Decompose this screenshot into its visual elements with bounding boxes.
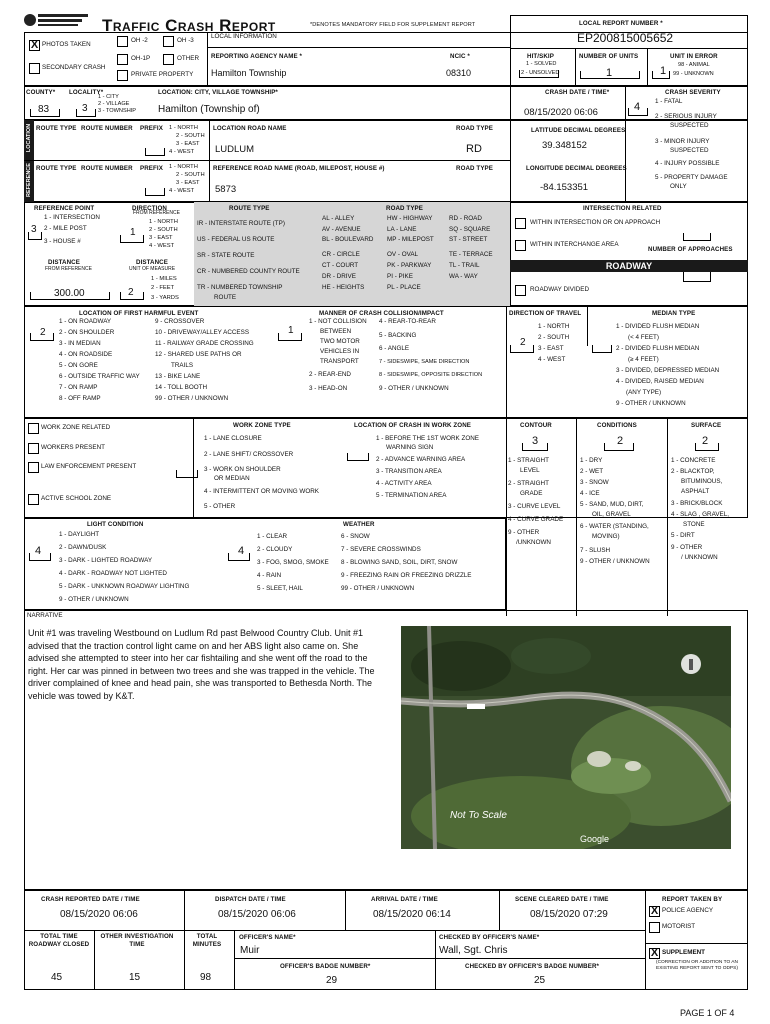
map-credit: Google	[580, 834, 610, 844]
roadway-divided-checkbox[interactable]	[515, 285, 526, 296]
harmful-opt-12b: TRAILS	[171, 362, 194, 369]
county-label: COUNTY*	[26, 89, 56, 96]
loc-prefix-opt-3: 3 - EAST	[176, 141, 200, 147]
manner-opt-1e: TRANSPORT	[320, 358, 359, 365]
route-type-opt-2: US - FEDERAL US ROUTE	[197, 236, 275, 243]
weather-opt-8: 8 - BLOWING SAND, SOIL, DIRT, SNOW	[341, 559, 458, 566]
wz-type-opt-3: 3 - WORK ON SHOULDER	[204, 466, 281, 473]
severity-opt-1: 1 - FATAL	[655, 98, 683, 105]
total-time[interactable]: 45	[51, 972, 63, 983]
harmful-opt-8: 8 - OFF RAMP	[59, 395, 101, 402]
loc-road-name-label: LOCATION ROAD NAME	[213, 125, 287, 132]
light-condition[interactable]: 4	[35, 545, 42, 557]
loc-route-number-label: ROUTE NUMBER	[81, 125, 133, 132]
hitskip-opt-1: 1 - SOLVED	[526, 61, 557, 67]
conditions-opt-2: 2 - WET	[580, 468, 604, 475]
severity[interactable]: 4	[634, 101, 641, 113]
road-type-wa: WA - WAY	[449, 273, 478, 280]
total-minutes[interactable]: 98	[200, 972, 212, 983]
road-type-al: AL - ALLEY	[322, 215, 355, 222]
light-opt-2: 2 - DAWN/DUSK	[59, 544, 107, 551]
road-type-ct: CT - COURT	[322, 262, 359, 269]
motorist-checkbox[interactable]	[649, 922, 660, 933]
road-type-bl: BL - BOULEVARD	[322, 236, 374, 243]
contour-opt-1b: LEVEL	[520, 467, 540, 474]
law-enforcement-label: LAW ENFORCEMENT PRESENT	[41, 463, 137, 470]
route-type-opt-5b: ROUTE	[214, 294, 237, 301]
other-checkbox[interactable]	[163, 54, 174, 65]
ref-prefix-opt-4: 4 - WEST	[169, 188, 195, 194]
unit-error-label: UNIT IN ERROR	[670, 53, 718, 60]
harmful-opt-11: 11 - RAILWAY GRADE CROSSING	[155, 340, 254, 347]
supplement-label: SUPPLEMENT	[662, 949, 706, 956]
manner-opt-4: 4 - REAR-TO-REAR	[379, 318, 436, 325]
loc-road-type-label: ROAD TYPE	[456, 125, 493, 132]
work-zone-related-label: WORK ZONE RELATED	[41, 424, 111, 431]
severity-label: CRASH SEVERITY	[665, 89, 721, 96]
manner-opt-2: 2 - REAR-END	[309, 371, 351, 378]
ref-prefix-opt-2: 2 - SOUTH	[176, 172, 205, 178]
road-type-te: TE - TERRACE	[449, 251, 493, 258]
road-type-av: AV - AVENUE	[322, 226, 361, 233]
conditions-opt-3: 3 - SNOW	[580, 479, 609, 486]
severity-opt-3b: SUSPECTED	[670, 147, 709, 154]
cleared[interactable]: 08/15/2020 07:29	[530, 909, 608, 920]
longitude[interactable]: -84.153351	[540, 182, 589, 193]
badge-label: OFFICER'S BADGE NUMBER*	[280, 963, 371, 970]
conditions-opt-6b: MOVING)	[592, 533, 620, 540]
distance-sub: FROM REFERENCE	[45, 266, 92, 272]
surface-opt-4b: STONE	[683, 521, 705, 528]
within-intersection-label: WITHIN INTERSECTION OR ON APPROACH	[530, 219, 661, 226]
conditions-opt-7: 7 - SLUSH	[580, 547, 611, 554]
units-label: NUMBER OF UNITS	[579, 53, 639, 60]
reported-label: CRASH REPORTED DATE / TIME	[41, 896, 140, 903]
road-type-he: HE - HEIGHTS	[322, 284, 365, 291]
road-type-cr: CR - CIRCLE	[322, 251, 360, 258]
light-opt-3: 3 - DARK - LIGHTED ROADWAY	[59, 557, 153, 564]
wz-type-opt-5: 5 - OTHER	[204, 503, 236, 510]
map-scale-label: Not To Scale	[450, 810, 507, 821]
median-opt-3: 3 - DIVIDED, DEPRESSED MEDIAN	[616, 367, 720, 374]
roadway-title: ROADWAY	[510, 260, 748, 272]
side-location-text: LOCATION	[26, 123, 32, 153]
wz-type-opt-4: 4 - INTERMITTENT OR MOVING WORK	[204, 488, 319, 495]
weather-opt-7: 7 - SEVERE CROSSWINDS	[341, 546, 421, 553]
loc-road-type[interactable]: RD	[466, 143, 482, 155]
supplement-checkbox[interactable]: X	[650, 947, 659, 959]
manner-opt-1: 1 - NOT COLLISION	[309, 318, 367, 325]
contour-opt-1: 1 - STRAIGHT	[508, 457, 549, 464]
ref-route-type-label: ROUTE TYPE	[36, 165, 77, 172]
ncic[interactable]: 08310	[446, 68, 472, 78]
num-approaches-label: NUMBER OF APPROACHES	[648, 246, 733, 253]
route-type-opt-3: SR - STATE ROUTE	[197, 252, 255, 259]
locality-opt-3: 3 - TOWNSHIP	[98, 108, 137, 114]
ncic-label: NCIC *	[450, 53, 470, 60]
wz-loc-opt-5: 5 - TERMINATION AREA	[376, 492, 447, 499]
route-type-title: ROUTE TYPE	[229, 205, 270, 212]
ref-point-opt-3: 3 - HOUSE #	[44, 238, 81, 245]
harmful-opt-99: 99 - OTHER / UNKNOWN	[155, 395, 229, 402]
median-opt-1: 1 - DIVIDED FLUSH MEDIAN	[616, 323, 700, 330]
harmful-opt-6: 6 - OUTSIDE TRAFFIC WAY	[59, 373, 140, 380]
weather-opt-1: 1 - CLEAR	[257, 533, 288, 540]
manner-opt-7: 7 - SIDESWIPE, SAME DIRECTION	[379, 359, 470, 365]
direction-opt-4: 4 - WEST	[149, 243, 175, 249]
loc-prefix-label: PREFIX	[140, 125, 163, 132]
weather-opt-9: 9 - FREEZING RAIN OR FREEZING DRIZZLE	[341, 572, 472, 579]
median-title: MEDIAN TYPE	[652, 310, 696, 317]
distance-unit-opt-2: 2 - FEET	[151, 285, 175, 291]
oh3-label: OH -3	[177, 37, 194, 44]
conditions-title: CONDITIONS	[597, 422, 637, 429]
wz-type-opt-3b: OR MEDIAN	[214, 475, 250, 482]
harmful-opt-9: 9 - CROSSOVER	[155, 318, 205, 325]
dir-travel-opt-2: 2 - SOUTH	[538, 334, 570, 341]
odps-logo	[24, 12, 90, 28]
road-type-st: ST - STREET	[449, 236, 488, 243]
private-property-label: PRIVATE PROPERTY	[131, 71, 194, 78]
report-title: Traffic Crash Report	[102, 16, 276, 35]
local-report-number-label: LOCAL REPORT NUMBER *	[579, 20, 663, 27]
surface-opt-2c: ASPHALT	[681, 488, 710, 495]
route-type-opt-4: CR - NUMBERED COUNTY ROUTE	[197, 268, 300, 275]
photos-taken-checkbox[interactable]: X	[30, 39, 39, 51]
wz-type-opt-2: 2 - LANE SHIFT/ CROSSOVER	[204, 451, 294, 458]
narrative-label: NARRATIVE	[27, 612, 63, 619]
arrival[interactable]: 08/15/2020 06:14	[373, 909, 451, 920]
motorist-label: MOTORIST	[662, 923, 696, 930]
wz-type-opt-1: 1 - LANE CLOSURE	[204, 435, 262, 442]
oh2-checkbox[interactable]	[117, 36, 128, 47]
dispatch[interactable]: 08/15/2020 06:06	[218, 909, 296, 920]
distance-unit-opt-3: 3 - YARDS	[151, 295, 179, 301]
unit-error-opt-2: 99 - UNKNOWN	[673, 71, 714, 77]
mandatory-note: *DENOTES MANDATORY FIELD FOR SUPPLEMENT REPORT	[310, 22, 476, 28]
harmful-opt-5: 5 - ON GORE	[59, 362, 98, 369]
dir-travel-opt-1: 1 - NORTH	[538, 323, 570, 330]
other-time-label: OTHER INVESTIGATION TIME	[100, 933, 174, 948]
manner-opt-3: 3 - HEAD-ON	[309, 385, 348, 392]
road-type-sq: SQ - SQUARE	[449, 226, 491, 233]
surface-opt-1: 1 - CONCRETE	[671, 457, 716, 464]
median-opt-2b: (≥ 4 FEET)	[628, 356, 659, 363]
harmful-event-title: LOCATION OF FIRST HARMFUL EVENT	[79, 310, 199, 317]
median-opt-1b: (< 4 FEET)	[628, 334, 659, 341]
contour-opt-2b: GRADE	[520, 490, 543, 497]
longitude-label: LONGITUDE DECIMAL DEGREES	[526, 165, 627, 172]
conditions-opt-6: 6 - WATER (STANDING,	[580, 523, 649, 530]
local-info-label: LOCAL INFORMATION	[211, 33, 277, 40]
law-enforcement-checkbox[interactable]	[28, 462, 39, 473]
checked-by-label: CHECKED BY OFFICER'S NAME*	[439, 934, 540, 941]
manner-opt-1d: VEHICLES IN	[320, 348, 360, 355]
surface-opt-3: 3 - BRICK/BLOCK	[671, 500, 723, 507]
contour-opt-3: 3 - CURVE LEVEL	[508, 503, 561, 510]
surface-opt-9b: / UNKNOWN	[681, 554, 718, 561]
ref-prefix-opt-1: 1 - NORTH	[169, 164, 198, 170]
light-opt-1: 1 - DAYLIGHT	[59, 531, 100, 538]
weather-opt-6: 6 - SNOW	[341, 533, 370, 540]
dir-travel-opt-3: 3 - EAST	[538, 345, 564, 352]
road-type-tl: TL - TRAIL	[449, 262, 480, 269]
ref-point[interactable]: 3	[31, 224, 37, 235]
weather-opt-99: 99 - OTHER / UNKNOWN	[341, 585, 415, 592]
median-opt-9: 9 - OTHER / UNKNOWN	[616, 400, 686, 407]
road-type-pi: PI - PIKE	[387, 273, 413, 280]
surface-title: SURFACE	[691, 422, 722, 429]
severity-opt-5: 5 - PROPERTY DAMAGE	[655, 174, 728, 181]
direction-label: DIRECTION	[132, 205, 167, 212]
county[interactable]: 83	[38, 104, 50, 115]
distance[interactable]: 300.00	[54, 288, 85, 299]
hitskip-label: HIT/SKIP	[527, 53, 554, 60]
contour[interactable]: 3	[532, 435, 539, 447]
surface-opt-2: 2 - BLACKTOP,	[671, 468, 715, 475]
page-number: PAGE 1 OF 4	[680, 1008, 735, 1018]
conditions-opt-9: 9 - OTHER / UNKNOWN	[580, 558, 650, 565]
loc-route-type-label: ROUTE TYPE	[36, 125, 77, 132]
ref-prefix-label: PREFIX	[140, 165, 163, 172]
conditions[interactable]: 2	[617, 435, 624, 447]
road-type-pl: PL - PLACE	[387, 284, 421, 291]
road-type-la: LA - LANE	[387, 226, 417, 233]
workers-present-label: WORKERS PRESENT	[41, 444, 106, 451]
locality-opt-2: 2 - VILLAGE	[98, 101, 130, 107]
direction-opt-3: 3 - EAST	[149, 235, 173, 241]
cleared-label: SCENE CLEARED DATE / TIME	[515, 896, 609, 903]
weather-title: WEATHER	[343, 521, 375, 528]
distance-label: DISTANCE	[48, 259, 80, 266]
workers-present-checkbox[interactable]	[28, 443, 39, 454]
locality-label: LOCALITY*	[69, 89, 104, 96]
harmful-opt-7: 7 - ON RAMP	[59, 384, 98, 391]
surface-opt-4: 4 - SLAG , GRAVEL,	[671, 511, 729, 518]
manner-title: MANNER OF CRASH COLLISION/IMPACT	[319, 310, 444, 317]
manner-opt-8: 8 - SIDESWIPE, OPPOSITE DIRECTION	[379, 372, 483, 378]
dir-travel-title: DIRECTION OF TRAVEL	[509, 310, 582, 317]
reported[interactable]: 08/15/2020 06:06	[60, 909, 138, 920]
manner-opt-1c: TWO MOTOR	[320, 338, 360, 345]
loc-prefix-opt-1: 1 - NORTH	[169, 125, 198, 131]
contour-opt-9: 9 - OTHER	[508, 529, 540, 536]
within-intersection-checkbox[interactable]	[515, 218, 526, 229]
distance-unit-label: DISTANCE	[136, 259, 168, 266]
light-condition-title: LIGHT CONDITION	[87, 521, 144, 528]
light-opt-9: 9 - OTHER / UNKNOWN	[59, 596, 129, 603]
checked-badge[interactable]: 25	[534, 975, 546, 986]
work-zone-type-title: WORK ZONE TYPE	[233, 422, 291, 429]
dir-travel-opt-4: 4 - WEST	[538, 356, 566, 363]
roadway-divided-label: ROADWAY DIVIDED	[530, 286, 590, 293]
harmful-opt-4: 4 - ON ROADSIDE	[59, 351, 113, 358]
crash-date-label: CRASH DATE / TIME*	[545, 89, 610, 96]
wz-loc-opt-1b: WARNING SIGN	[386, 444, 434, 451]
severity-opt-2: 2 - SERIOUS INJURY	[655, 113, 717, 120]
police-agency-label: POLICE AGENCY	[662, 907, 714, 914]
harmful-opt-13: 13 - BIKE LANE	[155, 373, 201, 380]
ref-point-label: REFERENCE POINT	[34, 205, 95, 212]
loc-prefix-opt-2: 2 - SOUTH	[176, 133, 205, 139]
crash-date[interactable]: 08/15/2020 06:06	[524, 107, 598, 118]
unit-error-opt-1: 98 - ANIMAL	[678, 62, 710, 68]
wz-loc-opt-1: 1 - BEFORE THE 1ST WORK ZONE	[376, 435, 479, 442]
weather[interactable]: 4	[238, 545, 245, 557]
hitskip-opt-2: 2 - UNSOLVED	[521, 70, 560, 76]
location-name[interactable]: Hamilton (Township of)	[158, 104, 260, 115]
photos-taken-label: PHOTOS TAKEN	[42, 41, 91, 48]
weather-opt-5: 5 - SLEET, HAIL	[257, 585, 303, 592]
light-opt-5: 5 - DARK - UNKNOWN ROADWAY LIGHTING	[59, 583, 190, 590]
harmful-opt-12: 12 - SHARED USE PATHS OR	[155, 351, 242, 358]
total-time-label: TOTAL TIME ROADWAY CLOSED	[28, 933, 90, 948]
manner-opt-1b: BETWEEN	[320, 328, 352, 335]
road-type-title: ROAD TYPE	[386, 205, 423, 212]
road-type-dr: DR - DRIVE	[322, 273, 356, 280]
severity-opt-2b: SUSPECTED	[670, 122, 709, 129]
other-time[interactable]: 15	[129, 972, 141, 983]
dir-travel[interactable]: 2	[520, 337, 526, 348]
ref-road-type-label: ROAD TYPE	[456, 165, 493, 172]
units[interactable]: 1	[606, 67, 613, 79]
road-type-pk: PK - PARKWAY	[387, 262, 432, 269]
intersection-related-title: INTERSECTION RELATED	[583, 205, 662, 212]
harmful-opt-14: 14 - TOLL BOOTH	[155, 384, 208, 391]
loc-prefix-opt-4: 4 - WEST	[169, 149, 195, 155]
ref-road-name[interactable]: 5873	[215, 184, 237, 195]
checked-by[interactable]: Wall, Sgt. Chris	[439, 945, 508, 956]
direction-sub: FROM REFERENCE	[133, 210, 180, 216]
secondary-crash-label: SECONDARY CRASH	[42, 64, 106, 71]
locality[interactable]: 3	[82, 103, 88, 114]
location-label: LOCATION: CITY, VILLAGE TOWNSHIP*	[158, 89, 278, 96]
route-type-opt-1: IR - INTERSTATE ROUTE (TP)	[197, 220, 285, 227]
weather-opt-4: 4 - RAIN	[257, 572, 282, 579]
wz-loc-opt-2: 2 - ADVANCE WARNING AREA	[376, 456, 466, 463]
manner-opt-6: 6 - ANGLE	[379, 345, 410, 352]
manner-opt-5: 5 - BACKING	[379, 332, 417, 339]
severity-opt-5b: ONLY	[670, 183, 687, 190]
reporting-agency[interactable]: Hamilton Township	[211, 68, 287, 78]
loc-road-name[interactable]: LUDLUM	[215, 144, 255, 155]
harmful-opt-1: 1 - ON ROADWAY	[59, 318, 112, 325]
manner-opt-9: 9 - OTHER / UNKNOWN	[379, 385, 449, 392]
direction[interactable]: 1	[130, 227, 136, 238]
badge[interactable]: 29	[326, 975, 338, 986]
oh1p-label: OH-1P	[131, 55, 151, 62]
taken-by-label: REPORT TAKEN BY	[662, 896, 723, 903]
private-property-checkbox[interactable]	[117, 70, 128, 81]
work-zone-related-checkbox[interactable]	[28, 423, 39, 434]
conditions-opt-1: 1 - DRY	[580, 457, 603, 464]
surface-opt-2b: BITUMINOUS,	[681, 478, 723, 485]
conditions-opt-5: 5 - SAND, MUD, DIRT,	[580, 501, 644, 508]
ref-road-name-label: REFERENCE ROAD NAME (ROAD, MILEPOST, HOUSE #)	[213, 165, 385, 172]
distance-unit-sub: UNIT OF MEASURE	[129, 266, 176, 272]
road-type-rd: RD - ROAD	[449, 215, 482, 222]
arrival-label: ARRIVAL DATE / TIME	[371, 896, 438, 903]
locality-opt-1: 1 - CITY	[98, 94, 119, 100]
harmful-opt-2: 2 - ON SHOULDER	[59, 329, 115, 336]
contour-opt-9b: /UNKNOWN	[516, 539, 551, 546]
distance-unit-opt-1: 1 - MILES	[151, 276, 177, 282]
supplement-note: (CORRECTION OR ADDITION TO AN EXISTING REPORT SENT TO ODPS)	[656, 960, 738, 971]
harmful-opt-3: 3 - IN MEDIAN	[59, 340, 101, 347]
surface[interactable]: 2	[702, 435, 709, 447]
harmful-opt-10: 10 - DRIVEWAY/ALLEY ACCESS	[155, 329, 250, 336]
total-minutes-label: TOTAL MINUTES	[192, 933, 222, 948]
distance-unit[interactable]: 2	[128, 287, 134, 298]
median-opt-2: 2 - DIVIDED FLUSH MEDIAN	[616, 345, 700, 352]
weather-opt-3: 3 - FOG, SMOG, SMOKE	[257, 559, 329, 566]
school-zone-label: ACTIVE SCHOOL ZONE	[41, 495, 112, 502]
surface-opt-5: 5 - DIRT	[671, 532, 695, 539]
side-reference-text: REFERENCE	[26, 163, 32, 197]
ref-point-opt-1: 1 - INTERSECTION	[44, 214, 100, 221]
severity-opt-4: 4 - INJURY POSSIBLE	[655, 160, 720, 167]
light-opt-4: 4 - DARK - ROADWAY NOT LIGHTED	[59, 570, 167, 577]
road-type-hw: HW - HIGHWAY	[387, 215, 433, 222]
police-agency-checkbox[interactable]: X	[650, 905, 659, 917]
reporting-agency-label: REPORTING AGENCY NAME *	[211, 53, 302, 60]
manner[interactable]: 1	[288, 325, 294, 336]
local-report-number[interactable]: EP200815005652	[577, 31, 674, 45]
wz-loc-opt-3: 3 - TRANSITION AREA	[376, 468, 442, 475]
road-type-mp: MP - MILEPOST	[387, 236, 434, 243]
latitude[interactable]: 39.348152	[542, 140, 587, 151]
ref-prefix-opt-3: 3 - EAST	[176, 180, 200, 186]
surface-opt-9: 9 - OTHER	[671, 544, 703, 551]
contour-opt-2: 2 - STRAIGHT	[508, 480, 549, 487]
dispatch-label: DISPATCH DATE / TIME	[215, 896, 286, 903]
contour-opt-4: 4 - CURVE GRADE	[508, 516, 564, 523]
harmful-event[interactable]: 2	[40, 327, 46, 338]
road-type-ov: OV - OVAL	[387, 251, 419, 258]
ref-route-number-label: ROUTE NUMBER	[81, 165, 133, 172]
checked-badge-label: CHECKED BY OFFICER'S BADGE NUMBER*	[465, 963, 600, 970]
oh3-checkbox[interactable]	[163, 36, 174, 47]
wz-location-title: LOCATION OF CRASH IN WORK ZONE	[354, 422, 472, 429]
officer-name-label: OFFICER'S NAME*	[239, 934, 296, 941]
direction-opt-1: 1 - NORTH	[149, 219, 178, 225]
ref-point-opt-2: 2 - MILE POST	[44, 225, 87, 232]
oh2-label: OH -2	[131, 37, 148, 44]
latitude-label: LATITUDE DECIMAL DEGREES	[531, 127, 626, 134]
weather-opt-2: 2 - CLOUDY	[257, 546, 293, 553]
officer-name[interactable]: Muir	[240, 945, 260, 956]
direction-opt-2: 2 - SOUTH	[149, 227, 178, 233]
within-interchange-checkbox[interactable]	[515, 240, 526, 251]
wz-loc-opt-4: 4 - ACTIVITY AREA	[376, 480, 432, 487]
conditions-opt-5b: OIL, GRAVEL	[592, 511, 631, 518]
median-opt-4: 4 - DIVIDED, RAISED MEDIAN	[616, 378, 704, 385]
school-zone-checkbox[interactable]	[28, 494, 39, 505]
secondary-crash-checkbox[interactable]	[29, 63, 40, 74]
narrative-text: Unit #1 was traveling Westbound on Ludlum Rd past Belwood Country Club. Unit #1 advised that the traction control light came on and her ABS light also came on. She advised she attempted to steer into her car fishtailing and she went off the road to the right. Her car was pinned in between two trees and she was trapped in the vehicle. The driver complained of knee and head pain, she was transported to Bethesda North. The vehicle was towed by K&T.	[28, 628, 375, 701]
within-interchange-label: WITHIN INTERCHANGE AREA	[530, 241, 619, 248]
route-type-opt-5: TR - NUMBERED TOWNSHIP	[197, 284, 283, 291]
other-label: OTHER	[177, 55, 200, 62]
conditions-opt-4: 4 - ICE	[580, 490, 600, 497]
severity-opt-3: 3 - MINOR INJURY	[655, 138, 710, 145]
oh1p-checkbox[interactable]	[117, 54, 128, 65]
unit-error[interactable]: 1	[660, 65, 667, 77]
contour-title: CONTOUR	[520, 422, 552, 429]
median-opt-4b: (ANY TYPE)	[626, 389, 662, 396]
